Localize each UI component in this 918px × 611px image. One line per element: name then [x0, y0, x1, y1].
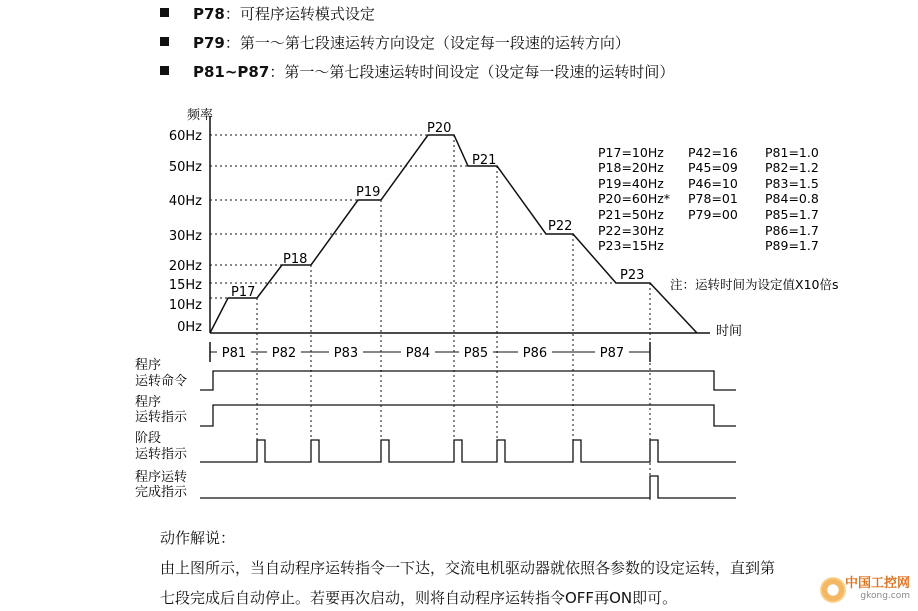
segment-label: P81	[221, 346, 247, 361]
x-axis-label: 时间	[716, 324, 743, 339]
program-run-indicator-wave	[200, 405, 736, 426]
freq-tick: 15Hz	[168, 278, 202, 293]
step-label-p18: P18	[283, 252, 308, 267]
param-cell: P19=40Hz	[598, 176, 664, 191]
param-cell: P89=1.7	[765, 238, 819, 253]
param-cell: P85=1.7	[765, 207, 819, 222]
step-label-p17: P17	[231, 285, 256, 300]
signal-label: 程序运转	[135, 470, 188, 485]
param-cell: P84=0.8	[765, 191, 819, 206]
watermark-text-cn: 中国工控网	[844, 576, 910, 591]
stage-run-indicator-wave	[200, 440, 736, 462]
signal-label: 程序	[135, 395, 162, 410]
param-cell: P22=30Hz	[598, 223, 664, 238]
param-cell: P81=1.0	[765, 145, 819, 160]
frequency-guides	[210, 135, 616, 298]
param-cell: P78=01	[688, 191, 738, 206]
param-cell: P46=10	[688, 176, 738, 191]
step-label-p20: P20	[427, 121, 452, 136]
signal-labels	[135, 357, 188, 500]
freq-tick: 50Hz	[168, 160, 202, 175]
signal-waveforms	[200, 371, 736, 498]
time-note: 注：运转时间为设定值X10倍s	[670, 277, 839, 292]
segment-label: P82	[271, 346, 297, 361]
param-cell: P79=00	[688, 207, 738, 222]
y-axis-label: 频率	[187, 108, 214, 123]
freq-tick: 60Hz	[168, 129, 202, 144]
bullet-text: ：第一～第七段速运转时间设定（设定每一段速的运转时间）	[269, 63, 675, 81]
bullet-code: P81~P87	[193, 63, 270, 81]
step-label-p19: P19	[356, 185, 381, 200]
freq-tick: 10Hz	[168, 298, 202, 313]
bullet-code: P79	[193, 34, 225, 52]
segment-label: P86	[522, 346, 548, 361]
param-cell: P45=09	[688, 160, 738, 175]
gear-icon	[820, 577, 846, 603]
freq-tick: 30Hz	[168, 229, 202, 244]
param-cell: P18=20Hz	[598, 160, 664, 175]
explanation-line-2: 七段完成后自动停止。若要再次启动，则将自动程序运转指令OFF再ON即可。	[160, 589, 678, 607]
param-cell: P82=1.2	[765, 160, 819, 175]
step-label-p23: P23	[620, 268, 645, 283]
signal-label: 完成指示	[135, 485, 188, 500]
freq-tick: 40Hz	[168, 194, 202, 209]
watermark-text-en: gkong.com	[860, 591, 910, 601]
segment-label: P87	[599, 346, 625, 361]
signal-label: 运转指示	[135, 410, 188, 425]
bullet-text: ：可程序运转模式设定	[224, 5, 375, 23]
param-cell: P23=15Hz	[598, 238, 664, 253]
explanation-heading: 动作解说：	[160, 529, 236, 547]
param-cell: P42=16	[688, 145, 738, 160]
signal-label: 运转指示	[135, 447, 188, 462]
freq-tick: 20Hz	[168, 259, 202, 274]
freq-tick: 0Hz	[177, 320, 202, 335]
signal-label: 程序	[135, 358, 162, 373]
watermark-logo	[845, 572, 910, 601]
signal-label: 阶段	[135, 431, 162, 446]
step-label-p21: P21	[472, 153, 497, 168]
explanation-line-1: 由上图所示，当自动程序运转指令一下达，交流电机驱动器就依照各参数的设定运转，直到第	[160, 559, 776, 577]
signal-label: 运转命令	[135, 374, 188, 389]
bullet-text: ：第一～第七段速运转方向设定（设定每一段速的运转方向）	[224, 34, 630, 52]
segment-label: P84	[405, 346, 431, 361]
step-label-p22: P22	[548, 219, 573, 234]
param-cell: P83=1.5	[765, 176, 819, 191]
program-run-command-wave	[200, 371, 736, 390]
param-cell: P17=10Hz	[598, 145, 664, 160]
param-cell: P21=50Hz	[598, 207, 664, 222]
segment-label: P85	[463, 346, 489, 361]
bullet-code: P78	[193, 5, 225, 23]
program-complete-indicator-wave	[200, 476, 736, 498]
parameter-table	[598, 145, 819, 253]
param-cell: P86=1.7	[765, 223, 819, 238]
param-cell: P20=60Hz*	[598, 191, 671, 206]
segment-label: P83	[333, 346, 359, 361]
